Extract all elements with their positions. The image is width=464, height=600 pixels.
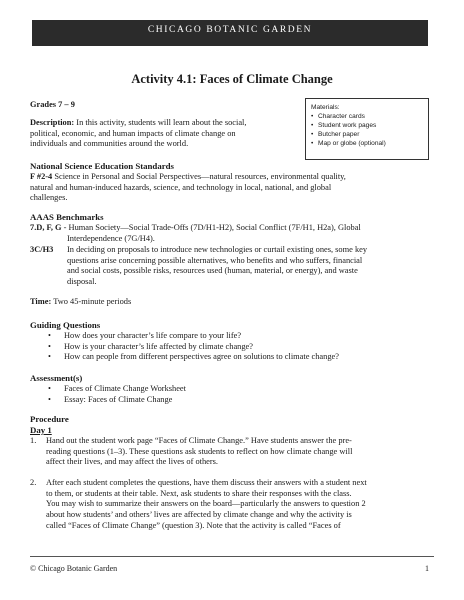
aaas-benchmark-2 [67,245,442,288]
aaas-line: disposal. [67,277,97,287]
aaas-line: Interdependence (7G/H4). [67,233,155,243]
aaas-code: 3C/H3 [30,245,54,254]
materials-list [311,112,423,148]
aaas-code: 7.D, F, G [30,223,62,232]
footer-copyright: © Chicago Botanic Garden [30,564,118,573]
list-item: • How does your character’s life compare to your life? [48,331,242,340]
time-label: Time: [30,297,52,306]
list-item: • Faces of Climate Change Worksheet [48,384,186,393]
procedure-day: Day 1 [30,425,52,435]
step-number: 2. [30,478,37,487]
guiding-list [48,331,438,363]
procedure-step-2 [46,478,441,532]
aaas-line: - Human Society—Social Trade-Offs (7D/H1-H2), Social Conflict (7F/H1, H2a), Global [63,223,361,232]
step-line: Hand out the student work page “Faces of Climate Change.” Have students answer the pre- [46,436,352,445]
procedure-heading: Procedure [30,414,69,424]
step-line: After each student completes the questions, have them discuss their answers with a student next [46,478,367,487]
materials-item: • Character cards [311,112,423,121]
list-item: • How can people from different perspectives agree on solutions to climate change? [48,352,339,362]
standards-line: Science in Personal and Social Perspectives—natural resources, environmental quality, [54,172,346,181]
page-title: Activity 4.1: Faces of Climate Change [131,72,333,86]
standards-code: F #2-4 [30,172,53,181]
description-line: In this activity, students will learn about the social, [76,118,247,127]
assessment-list [48,384,438,405]
materials-item: • Student work pages [311,121,423,130]
step-line: about how students’ and others’ lives are affected by climate change and why the activity is [46,510,352,520]
time [30,297,131,308]
grades: Grades 7 – 9 [30,100,75,109]
aaas-heading: AAAS Benchmarks [30,212,104,222]
procedure-step-1 [46,436,441,468]
standards-line: challenges. [30,193,68,203]
standards-body [30,172,440,204]
step-number: 1. [30,436,37,445]
guiding-heading: Guiding Questions [30,320,101,330]
description-line: individuals and communities around the world. [30,139,189,149]
step-line: called “Faces of Climate Change” (question 3). Note that the activity is called “Faces of [46,520,341,530]
time-value: Two 45-minute periods [53,297,132,306]
aaas-line: and social costs, possible risks, resources used (human, material, or energy), and waste [67,266,358,276]
standards-heading: National Science Education Standards [30,161,174,171]
standards-line: natural and human-induced hazards, science, and technology in local, national, and global [30,182,332,192]
materials-item: • Butcher paper [311,130,423,139]
assessment-heading: Assessment(s) [30,373,83,383]
aaas-line: questions arise concerning possible alternatives, who benefits and who suffers, financial [67,255,363,265]
page-number: 1 [425,564,429,573]
aaas-benchmark-1 [30,223,440,244]
description-line: political, economic, and human impacts of climate change on [30,128,236,138]
list-item: • How is your character’s life affected by climate change? [48,341,253,351]
step-line: reading questions (1–3). These questions ask students to reflect on how climate change will [46,446,353,456]
step-line: affect their lives, and may affect the lives of others. [46,457,219,467]
list-item: • Essay: Faces of Climate Change [48,394,173,404]
header-banner [0,6,464,60]
materials-box [305,98,429,160]
organization-name: CHICAGO BOTANIC GARDEN [147,25,313,35]
step-line: You may wish to summarize their answers on the board—particularly the answers to question 2 [46,499,366,509]
description-label: Description: [30,118,75,127]
description [30,118,300,150]
aaas-line: In deciding on proposals to introduce new technologies or curtail existing ones, some key [67,245,368,254]
footer-divider [30,556,434,557]
step-line: to them, or students at their table. Next, ask students to share their responses with the class. [46,488,352,498]
materials-item: • Map or globe (optional) [311,139,423,148]
materials-heading: Materials: [311,104,340,111]
